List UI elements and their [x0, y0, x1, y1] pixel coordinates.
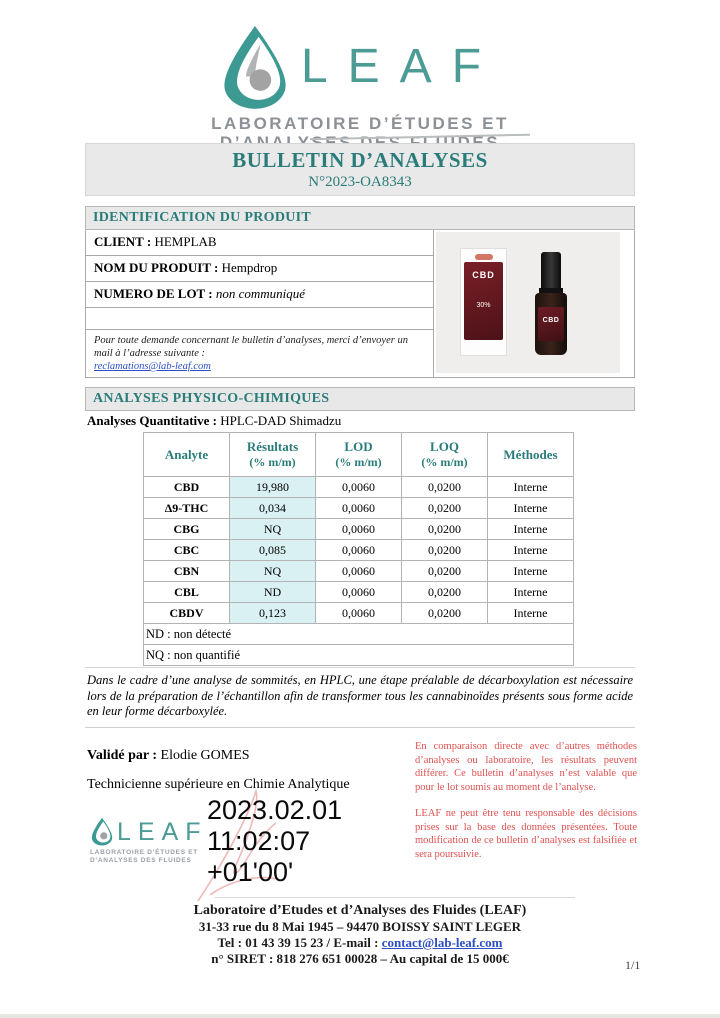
cell-loq: 0,0200: [402, 498, 488, 519]
validator-role: Technicienne supérieure en Chimie Analytique: [87, 777, 350, 792]
cell-resultat: ND: [230, 582, 316, 603]
cell-methode: Interne: [488, 519, 574, 540]
cell-lod: 0,0060: [316, 498, 402, 519]
bulletin-number: N°2023-OA8343: [308, 174, 412, 190]
table-row: [144, 519, 574, 540]
cell-analyte: Δ9-THC: [144, 498, 230, 519]
table-row: [144, 540, 574, 561]
cell-methode: Interne: [488, 540, 574, 561]
logo-subtitle-line1: LABORATOIRE D’ÉTUDES ET: [90, 849, 198, 856]
note-nd: ND : non détecté: [144, 624, 574, 645]
section-header-analyses: ANALYSES PHYSICO-CHIMIQUES: [85, 387, 635, 411]
header-methodes: Méthodes: [488, 433, 574, 477]
cell-methode: Interne: [488, 561, 574, 582]
field-product-name-label: NOM DU PRODUIT :: [94, 260, 219, 275]
contact-note-text: Pour toute demande concernant le bulletin d’analyses, merci d’envoyer un mail à l’adresse suivante :: [94, 335, 408, 359]
cell-loq: 0,0200: [402, 477, 488, 498]
contact-note: [86, 329, 433, 377]
cell-analyte: CBG: [144, 519, 230, 540]
timestamp-date: 2023.02.01: [207, 795, 343, 825]
leaf-droplet-icon: [219, 24, 291, 110]
bottle-dropper-cap: [541, 252, 561, 290]
table-row: [144, 603, 574, 624]
contact-email-link[interactable]: contact@lab-leaf.com: [381, 935, 503, 950]
table-row: [144, 561, 574, 582]
field-client-label: CLIENT :: [94, 234, 152, 249]
field-lot-number: [86, 282, 433, 308]
table-row: [144, 582, 574, 603]
cell-analyte: CBD: [144, 477, 230, 498]
signature-block: [90, 795, 420, 900]
field-lot-number-label: NUMERO DE LOT :: [94, 286, 213, 301]
product-photo: [436, 232, 620, 373]
bulletin-title-bar: [85, 143, 635, 196]
reclamations-email-link[interactable]: reclamations@lab-leaf.com: [94, 361, 211, 372]
cell-lod: 0,0060: [316, 519, 402, 540]
field-product-name: [86, 256, 433, 282]
note-nq: NQ : non quantifié: [144, 645, 574, 666]
bulletin-title: BULLETIN D’ANALYSES: [232, 148, 488, 172]
method-value: HPLC-DAD Shimadzu: [220, 413, 342, 428]
bottle-cbd-label: CBD: [542, 317, 560, 324]
box-percent-label: 30%: [476, 302, 491, 309]
leaf-droplet-icon: [90, 817, 114, 846]
decarboxylation-note: Dans le cadre d’une analyse de sommités, en HPLC, une étape préalable de décarboxylation est nécessaire lors de la préparation de l’échantillon afin de transformer tous les cannabinoïdes présents sous forme acide en leur forme décarboxylée.: [85, 667, 635, 728]
cell-lod: 0,0060: [316, 540, 402, 561]
cell-resultat: 0,085: [230, 540, 316, 561]
cell-loq: 0,0200: [402, 519, 488, 540]
cell-loq: 0,0200: [402, 540, 488, 561]
cell-resultat: 0,034: [230, 498, 316, 519]
cell-resultat: NQ: [230, 561, 316, 582]
field-client: [86, 230, 433, 256]
cell-lod: 0,0060: [316, 561, 402, 582]
validated-by-label: Validé par :: [87, 748, 158, 763]
cell-loq: 0,0200: [402, 561, 488, 582]
table-note-row: [144, 645, 574, 666]
cell-analyte: CBC: [144, 540, 230, 561]
disclaimer-block: [415, 740, 637, 861]
method-line: [87, 413, 341, 429]
header-resultats: Résultats (% m/m): [230, 433, 316, 477]
footer-block: [0, 903, 720, 967]
field-product-name-value: Hempdrop: [221, 260, 278, 275]
method-label: Analyses Quantitative :: [87, 413, 217, 428]
logo-wordmark: LEAF: [117, 818, 208, 846]
page-number: 1/1: [625, 958, 641, 972]
table-header-row: [144, 433, 574, 477]
product-photo-cell: [433, 230, 634, 377]
timestamp-time: 11:02:07: [207, 826, 311, 856]
cell-lod: 0,0060: [316, 477, 402, 498]
table-note-row: [144, 624, 574, 645]
logo-subtitle-line1: LABORATOIRE D’ÉTUDES ET: [211, 114, 509, 133]
table-row: [144, 477, 574, 498]
results-table: [143, 432, 574, 666]
footer-siret: n° SIRET : 818 276 651 00028 – Au capital de 15 000€: [211, 951, 509, 966]
cell-methode: Interne: [488, 582, 574, 603]
field-lot-number-value: non communiqué: [215, 286, 306, 301]
footer-contact: [0, 935, 720, 951]
signature-timestamp: [207, 795, 342, 888]
cell-resultat: NQ: [230, 519, 316, 540]
cell-methode: Interne: [488, 477, 574, 498]
cell-analyte: CBDV: [144, 603, 230, 624]
header-analyte: Analyte: [144, 433, 230, 477]
cell-analyte: CBN: [144, 561, 230, 582]
cell-resultat: 19,980: [230, 477, 316, 498]
cell-resultat: 0,123: [230, 603, 316, 624]
validated-by-name: Elodie GOMES: [160, 748, 250, 763]
scan-edge: [0, 1014, 720, 1018]
leaf-logo: [0, 24, 720, 152]
cell-methode: Interne: [488, 603, 574, 624]
field-client-value: HEMPLAB: [154, 234, 217, 249]
logo-wordmark: LEAF: [300, 40, 502, 93]
logo-subtitle-line2: D’ANALYSES DES FLUIDES: [90, 856, 192, 864]
footer-lab-name: Laboratoire d’Etudes et d’Analyses des Fluides (LEAF): [193, 903, 527, 918]
cell-analyte: CBL: [144, 582, 230, 603]
cell-loq: 0,0200: [402, 582, 488, 603]
header-lod: LOD (% m/m): [316, 433, 402, 477]
product-box: [460, 248, 507, 356]
identification-fields: [86, 230, 433, 377]
table-row: [144, 498, 574, 519]
cell-methode: Interne: [488, 498, 574, 519]
brand-mark: [475, 254, 493, 260]
disclaimer-paragraph-2: LEAF ne peut être tenu responsable des décisions prises sur la base des données présentées. Toute modification de ce bulletin d’analyses est falsifiée et sera poursuivie.: [415, 808, 637, 860]
cell-loq: 0,0200: [402, 603, 488, 624]
section-header-identification: IDENTIFICATION DU PRODUIT: [85, 206, 635, 230]
timestamp-timezone: +01'00': [207, 857, 294, 887]
cell-lod: 0,0060: [316, 582, 402, 603]
footer-address: 31-33 rue du 8 Mai 1945 – 94470 BOISSY SAINT LEGER: [198, 919, 522, 934]
identification-box: [85, 230, 635, 378]
product-bottle: [535, 293, 567, 355]
disclaimer-paragraph-1: En comparaison directe avec d’autres méthodes d’analyses ou laboratoire, les résultats peuvent différer. Ce bulletin d’analyses n’est valable que pour le lot soumis au moment de l’analyse.: [415, 741, 637, 793]
header-loq: LOQ (% m/m): [402, 433, 488, 477]
cell-lod: 0,0060: [316, 603, 402, 624]
box-cbd-label: CBD: [472, 270, 495, 280]
footer-tel: Tel : 01 43 39 15 23 / E-mail :: [217, 935, 382, 950]
